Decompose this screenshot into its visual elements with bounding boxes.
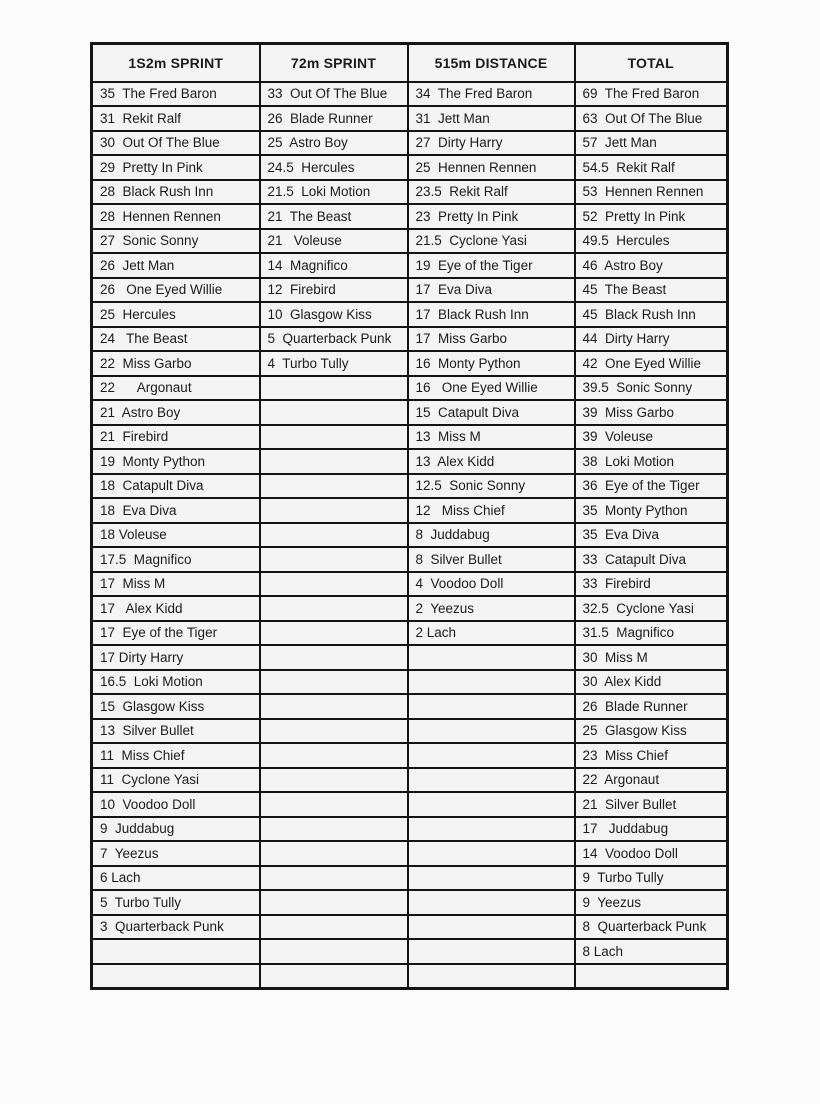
entry-cell: 36 Eye of the Tiger <box>575 474 728 499</box>
empty-cell <box>260 523 408 548</box>
entry-cell: 10 Voodoo Doll <box>92 792 260 817</box>
entry-cell: 12 Miss Chief <box>408 498 575 523</box>
entry-cell: 10 Glasgow Kiss <box>260 302 408 327</box>
table-row <box>92 547 728 572</box>
table-row <box>92 743 728 768</box>
entry-cell: 17 Eva Diva <box>408 278 575 303</box>
table-row <box>92 694 728 719</box>
column-header-152m-sprint: 1S2m SPRINT <box>92 44 260 82</box>
empty-cell <box>408 719 575 744</box>
entry-cell: 7 Yeezus <box>92 841 260 866</box>
table-row <box>92 327 728 352</box>
entry-cell: 21 Firebird <box>92 425 260 450</box>
entry-cell: 16 Monty Python <box>408 351 575 376</box>
empty-cell <box>260 400 408 425</box>
empty-cell <box>260 376 408 401</box>
entry-cell: 17 Juddabug <box>575 817 728 842</box>
table-row <box>92 768 728 793</box>
entry-cell: 22 Argonaut <box>575 768 728 793</box>
entry-cell: 21.5 Loki Motion <box>260 180 408 205</box>
empty-cell <box>408 964 575 989</box>
column-header-72m-sprint: 72m SPRINT <box>260 44 408 82</box>
table-header <box>92 44 728 82</box>
table-row <box>92 302 728 327</box>
entry-cell: 13 Alex Kidd <box>408 449 575 474</box>
table-row <box>92 645 728 670</box>
entry-cell: 39.5 Sonic Sonny <box>575 376 728 401</box>
entry-cell: 30 Alex Kidd <box>575 670 728 695</box>
entry-cell: 17 Alex Kidd <box>92 596 260 621</box>
entry-cell: 38 Loki Motion <box>575 449 728 474</box>
entry-cell: 2 Yeezus <box>408 596 575 621</box>
entry-cell: 31.5 Magnifico <box>575 621 728 646</box>
empty-cell <box>260 645 408 670</box>
table-row <box>92 817 728 842</box>
entry-cell: 33 Out Of The Blue <box>260 82 408 107</box>
entry-cell: 26 Jett Man <box>92 253 260 278</box>
entry-cell: 35 The Fred Baron <box>92 82 260 107</box>
table-row <box>92 596 728 621</box>
table-row <box>92 792 728 817</box>
empty-cell <box>260 670 408 695</box>
empty-cell <box>408 670 575 695</box>
entry-cell: 18 Eva Diva <box>92 498 260 523</box>
empty-cell <box>408 915 575 940</box>
entry-cell: 57 Jett Man <box>575 131 728 156</box>
entry-cell: 45 The Beast <box>575 278 728 303</box>
entry-cell: 21 Silver Bullet <box>575 792 728 817</box>
header-row <box>92 44 728 82</box>
entry-cell: 31 Rekit Ralf <box>92 106 260 131</box>
table-row <box>92 964 728 989</box>
empty-cell <box>408 694 575 719</box>
empty-cell <box>408 890 575 915</box>
table-row <box>92 572 728 597</box>
entry-cell: 54.5 Rekit Ralf <box>575 155 728 180</box>
entry-cell: 39 Voleuse <box>575 425 728 450</box>
entry-cell: 63 Out Of The Blue <box>575 106 728 131</box>
empty-cell <box>260 890 408 915</box>
entry-cell: 17 Eye of the Tiger <box>92 621 260 646</box>
entry-cell: 49.5 Hercules <box>575 229 728 254</box>
table-row <box>92 523 728 548</box>
entry-cell: 8 Lach <box>575 939 728 964</box>
table-row <box>92 204 728 229</box>
empty-cell <box>408 841 575 866</box>
empty-cell <box>408 792 575 817</box>
entry-cell: 3 Quarterback Punk <box>92 915 260 940</box>
table-row <box>92 915 728 940</box>
table-row <box>92 253 728 278</box>
entry-cell: 18 Voleuse <box>92 523 260 548</box>
entry-cell: 11 Cyclone Yasi <box>92 768 260 793</box>
entry-cell: 28 Black Rush Inn <box>92 180 260 205</box>
entry-cell: 17 Dirty Harry <box>92 645 260 670</box>
entry-cell: 16 One Eyed Willie <box>408 376 575 401</box>
empty-cell <box>260 547 408 572</box>
results-table <box>90 42 729 990</box>
table-row <box>92 670 728 695</box>
empty-cell <box>408 645 575 670</box>
table-row <box>92 498 728 523</box>
empty-cell <box>408 939 575 964</box>
results-table-body <box>92 82 728 989</box>
entry-cell: 17 Black Rush Inn <box>408 302 575 327</box>
entry-cell: 18 Catapult Diva <box>92 474 260 499</box>
entry-cell: 21.5 Cyclone Yasi <box>408 229 575 254</box>
table-row <box>92 449 728 474</box>
entry-cell: 5 Quarterback Punk <box>260 327 408 352</box>
empty-cell <box>92 939 260 964</box>
table-row <box>92 376 728 401</box>
entry-cell: 12.5 Sonic Sonny <box>408 474 575 499</box>
empty-cell <box>260 719 408 744</box>
empty-cell <box>260 915 408 940</box>
entry-cell: 29 Pretty In Pink <box>92 155 260 180</box>
entry-cell: 44 Dirty Harry <box>575 327 728 352</box>
table-row <box>92 180 728 205</box>
entry-cell: 69 The Fred Baron <box>575 82 728 107</box>
entry-cell: 35 Monty Python <box>575 498 728 523</box>
entry-cell: 8 Silver Bullet <box>408 547 575 572</box>
entry-cell: 35 Eva Diva <box>575 523 728 548</box>
table-row <box>92 400 728 425</box>
entry-cell: 28 Hennen Rennen <box>92 204 260 229</box>
table-row <box>92 841 728 866</box>
column-header-total: TOTAL <box>575 44 728 82</box>
entry-cell: 8 Quarterback Punk <box>575 915 728 940</box>
entry-cell: 19 Eye of the Tiger <box>408 253 575 278</box>
entry-cell: 25 Hennen Rennen <box>408 155 575 180</box>
entry-cell: 11 Miss Chief <box>92 743 260 768</box>
empty-cell <box>260 596 408 621</box>
entry-cell: 6 Lach <box>92 866 260 891</box>
table-row <box>92 719 728 744</box>
entry-cell: 25 Glasgow Kiss <box>575 719 728 744</box>
entry-cell: 21 Astro Boy <box>92 400 260 425</box>
entry-cell: 46 Astro Boy <box>575 253 728 278</box>
entry-cell: 23 Miss Chief <box>575 743 728 768</box>
entry-cell: 42 One Eyed Willie <box>575 351 728 376</box>
empty-cell <box>260 425 408 450</box>
entry-cell: 24 The Beast <box>92 327 260 352</box>
entry-cell: 14 Magnifico <box>260 253 408 278</box>
entry-cell: 17.5 Magnifico <box>92 547 260 572</box>
entry-cell: 26 Blade Runner <box>575 694 728 719</box>
entry-cell: 14 Voodoo Doll <box>575 841 728 866</box>
table-row <box>92 866 728 891</box>
empty-cell <box>260 474 408 499</box>
empty-cell <box>260 866 408 891</box>
empty-cell <box>408 768 575 793</box>
empty-cell <box>260 792 408 817</box>
empty-cell <box>575 964 728 989</box>
empty-cell <box>260 694 408 719</box>
entry-cell: 53 Hennen Rennen <box>575 180 728 205</box>
entry-cell: 30 Miss M <box>575 645 728 670</box>
entry-cell: 9 Turbo Tully <box>575 866 728 891</box>
empty-cell <box>260 572 408 597</box>
entry-cell: 33 Catapult Diva <box>575 547 728 572</box>
table-row <box>92 82 728 107</box>
entry-cell: 33 Firebird <box>575 572 728 597</box>
empty-cell <box>260 743 408 768</box>
empty-cell <box>260 621 408 646</box>
empty-cell <box>260 841 408 866</box>
empty-cell <box>92 964 260 989</box>
table-row <box>92 131 728 156</box>
entry-cell: 26 Blade Runner <box>260 106 408 131</box>
table-row <box>92 351 728 376</box>
empty-cell <box>260 817 408 842</box>
entry-cell: 15 Catapult Diva <box>408 400 575 425</box>
entry-cell: 16.5 Loki Motion <box>92 670 260 695</box>
empty-cell <box>260 939 408 964</box>
entry-cell: 21 Voleuse <box>260 229 408 254</box>
table-row <box>92 474 728 499</box>
entry-cell: 52 Pretty In Pink <box>575 204 728 229</box>
entry-cell: 8 Juddabug <box>408 523 575 548</box>
entry-cell: 5 Turbo Tully <box>92 890 260 915</box>
entry-cell: 39 Miss Garbo <box>575 400 728 425</box>
empty-cell <box>408 743 575 768</box>
entry-cell: 13 Silver Bullet <box>92 719 260 744</box>
entry-cell: 45 Black Rush Inn <box>575 302 728 327</box>
entry-cell: 27 Dirty Harry <box>408 131 575 156</box>
table-row <box>92 229 728 254</box>
empty-cell <box>260 498 408 523</box>
entry-cell: 23.5 Rekit Ralf <box>408 180 575 205</box>
entry-cell: 26 One Eyed Willie <box>92 278 260 303</box>
entry-cell: 12 Firebird <box>260 278 408 303</box>
entry-cell: 19 Monty Python <box>92 449 260 474</box>
entry-cell: 4 Turbo Tully <box>260 351 408 376</box>
entry-cell: 23 Pretty In Pink <box>408 204 575 229</box>
entry-cell: 22 Argonaut <box>92 376 260 401</box>
entry-cell: 32.5 Cyclone Yasi <box>575 596 728 621</box>
entry-cell: 2 Lach <box>408 621 575 646</box>
column-header-515m-distance: 515m DISTANCE <box>408 44 575 82</box>
entry-cell: 22 Miss Garbo <box>92 351 260 376</box>
table-row <box>92 425 728 450</box>
entry-cell: 25 Hercules <box>92 302 260 327</box>
entry-cell: 31 Jett Man <box>408 106 575 131</box>
empty-cell <box>408 866 575 891</box>
entry-cell: 4 Voodoo Doll <box>408 572 575 597</box>
entry-cell: 9 Yeezus <box>575 890 728 915</box>
empty-cell <box>260 964 408 989</box>
empty-cell <box>260 768 408 793</box>
entry-cell: 25 Astro Boy <box>260 131 408 156</box>
entry-cell: 21 The Beast <box>260 204 408 229</box>
entry-cell: 17 Miss Garbo <box>408 327 575 352</box>
entry-cell: 13 Miss M <box>408 425 575 450</box>
table-row <box>92 890 728 915</box>
entry-cell: 30 Out Of The Blue <box>92 131 260 156</box>
entry-cell: 15 Glasgow Kiss <box>92 694 260 719</box>
entry-cell: 27 Sonic Sonny <box>92 229 260 254</box>
table-row <box>92 155 728 180</box>
entry-cell: 34 The Fred Baron <box>408 82 575 107</box>
entry-cell: 24.5 Hercules <box>260 155 408 180</box>
table-row <box>92 278 728 303</box>
entry-cell: 17 Miss M <box>92 572 260 597</box>
table-row <box>92 106 728 131</box>
table-row <box>92 939 728 964</box>
entry-cell: 9 Juddabug <box>92 817 260 842</box>
empty-cell <box>408 817 575 842</box>
empty-cell <box>260 449 408 474</box>
table-row <box>92 621 728 646</box>
